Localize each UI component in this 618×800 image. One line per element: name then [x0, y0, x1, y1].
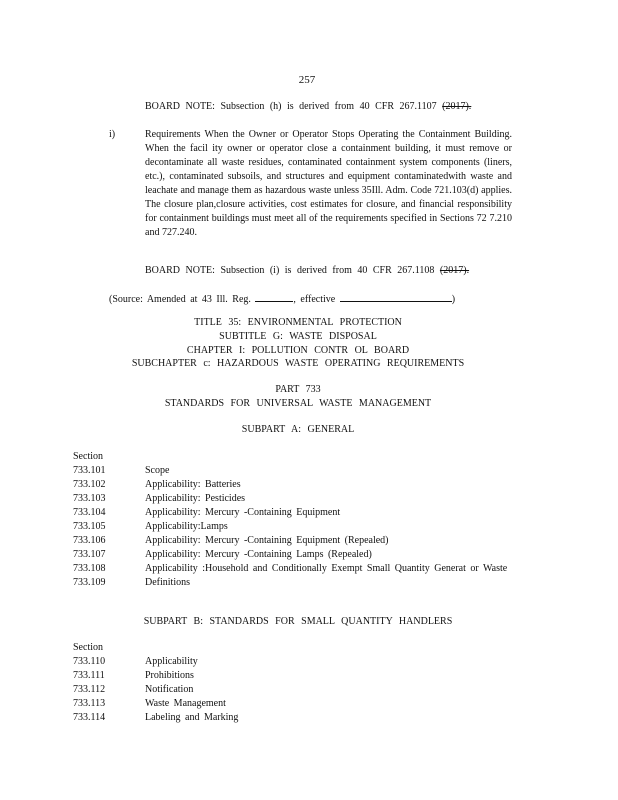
toc-b-section-label: Section [73, 642, 103, 653]
section-title: Prohibitions [145, 670, 194, 681]
section-title: Applicability: Mercury -Containing Equipment [145, 507, 341, 518]
section-number: 733.112 [73, 684, 106, 695]
section-number: 733.107 [73, 549, 106, 560]
toc-row [73, 562, 533, 576]
board-note-h [145, 100, 471, 114]
item-i-label: i) [109, 129, 116, 140]
section-number: 733.114 [73, 712, 106, 723]
subchapter-heading: SUBCHAPTER c: HAZARDOUS WASTE OPERATING REQUIREMENTS [131, 358, 465, 369]
section-title: Labeling and Marking [145, 712, 239, 723]
toc-row [73, 576, 533, 590]
chapter-heading: CHAPTER I: POLLUTION CONTR OL BOARD [186, 345, 410, 356]
section-title: Scope [145, 465, 170, 476]
section-title: Applicability: Pesticides [145, 493, 246, 504]
toc-row [73, 711, 533, 725]
part-title: STANDARDS FOR UNIVERSAL WASTE MANAGEMENT [164, 398, 432, 409]
section-title: Definitions [145, 577, 190, 588]
toc-row [73, 697, 533, 711]
section-title: Applicability: Mercury -Containing Lamps (Repealed) [145, 549, 372, 560]
section-number: 733.101 [73, 465, 106, 476]
toc-a-section-label: Section [73, 451, 103, 462]
section-number: 733.103 [73, 493, 106, 504]
board-note-i [145, 264, 469, 278]
toc-row [73, 492, 533, 506]
section-title: Applicability: Mercury -Containing Equipment (Repealed) [145, 535, 389, 546]
board-note-h-struck: (2017). [442, 101, 472, 112]
section-number: 733.105 [73, 521, 106, 532]
board-note-h-text: BOARD NOTE: Subsection (h) is derived from 40 CFR 267.1107 [145, 101, 443, 112]
toc-row [73, 548, 533, 562]
toc-row [73, 534, 533, 548]
subpart-b-heading: SUBPART B: STANDARDS FOR SMALL QUANTITY HANDLERS [143, 616, 453, 627]
section-number: 733.102 [73, 479, 106, 490]
section-number: 733.106 [73, 535, 106, 546]
section-title: Applicability:Lamps [145, 521, 228, 532]
toc-row [73, 506, 533, 520]
toc-subpart-b [73, 641, 533, 725]
toc-row [73, 655, 533, 669]
section-title: Waste Management [145, 698, 226, 709]
section-number: 733.109 [73, 577, 106, 588]
source-prefix: (Source: Amended at 43 Ill. Reg. [109, 294, 251, 305]
toc-row [73, 683, 533, 697]
section-title: Applicability: Batteries [145, 479, 241, 490]
page-number: 257 [298, 74, 316, 86]
source-note [109, 291, 455, 307]
subpart-a-heading: SUBPART A: GENERAL [241, 424, 355, 435]
toc-row [73, 464, 533, 478]
toc-row [73, 478, 533, 492]
source-effective: , effective [293, 294, 336, 305]
section-number: 733.113 [73, 698, 106, 709]
section-number: 733.108 [73, 563, 106, 574]
section-number: 733.111 [73, 670, 105, 681]
section-title: Applicability [145, 656, 198, 667]
item-i-text: Requirements When the Owner or Operator Stops Operating the Containment Building. When the facil ity owner or operator close a containment building, it must remove or decontaminate all waste residues, contaminated containment system components (liners, etc.), contaminated subsoils, and structures and equipment contaminatedwith waste and leachate and manage them as hazardous waste unless 35Ill. Adm. Code 721.103(d) applies. The closure plan,closure activities, cost estimates for closure, and financial responsibility for containment buildings must meet all of the requirements specified in Sections 72 7.210 and 727.240. [145, 129, 512, 238]
source-suffix: ) [451, 294, 456, 305]
part-heading: PART 733 [275, 384, 321, 395]
toc-row [73, 669, 533, 683]
section-number: 733.110 [73, 656, 106, 667]
board-note-i-struck: (2017). [439, 265, 470, 276]
section-title: Applicability :Household and Conditionally Exempt Small Quantity Generat or Waste [145, 563, 508, 574]
effective-blank [340, 291, 452, 302]
section-title: Notification [145, 684, 194, 695]
section-number: 733.104 [73, 507, 106, 518]
subtitle-heading: SUBTITLE G: WASTE DISPOSAL [219, 331, 377, 342]
reg-blank [255, 291, 293, 302]
toc-subpart-a [73, 450, 533, 590]
board-note-i-text: BOARD NOTE: Subsection (i) is derived from 40 CFR 267.1108 [145, 265, 440, 276]
toc-row [73, 520, 533, 534]
title-heading: TITLE 35: ENVIRONMENTAL PROTECTION [194, 317, 402, 328]
